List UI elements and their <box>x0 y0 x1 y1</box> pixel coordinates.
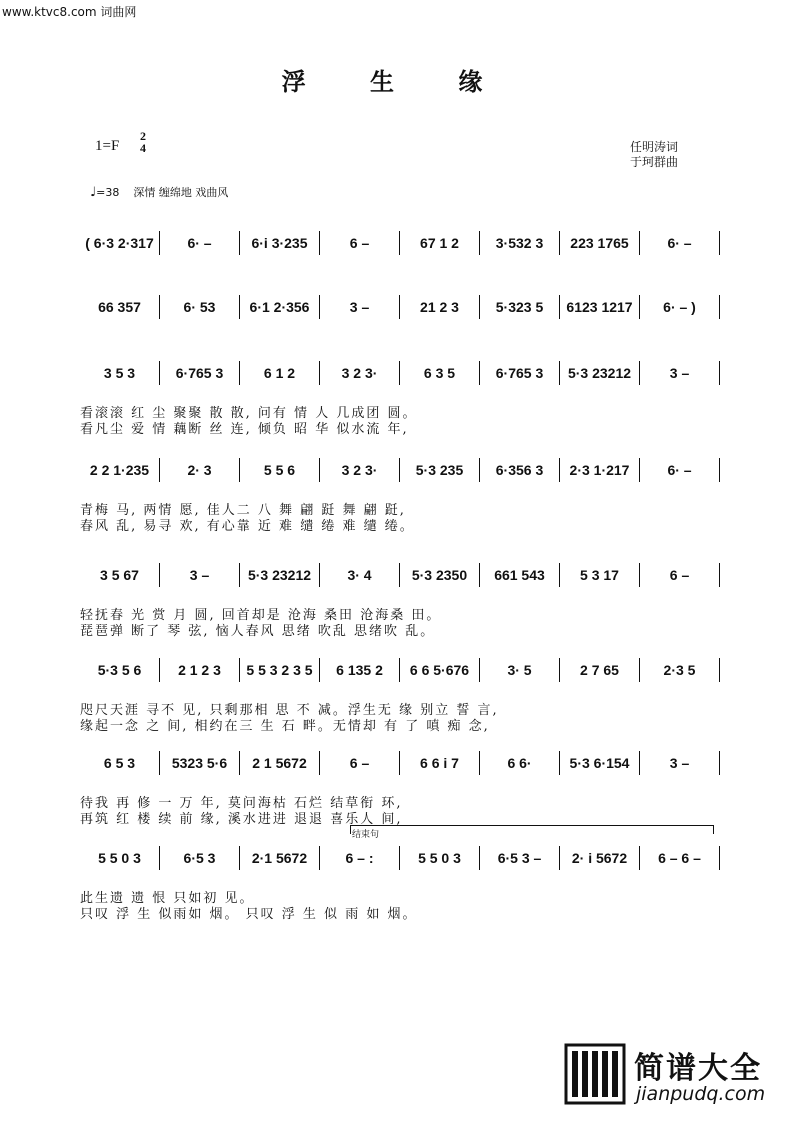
measure: 5·3 23212 <box>240 563 320 587</box>
measure: 6 1 2 <box>240 361 320 385</box>
lyric-line: 待我 再 修 一 万 年, 莫问海枯 石烂 结草衔 环, <box>80 796 403 811</box>
measure: 3 5 67 <box>80 563 160 587</box>
measure: ( 6·3 2·317 <box>80 231 160 255</box>
measure: 2· i 5672 <box>560 846 640 870</box>
measure: 2·3 1·217 <box>560 458 640 482</box>
measure: 2 1 2 3 <box>160 658 240 682</box>
measure: 6· – <box>640 231 720 255</box>
measure: 6· – ) <box>640 295 720 319</box>
notation-row <box>80 655 720 685</box>
measure: 6·5 3 <box>160 846 240 870</box>
notation-row <box>80 455 720 485</box>
lyric-line: 春风 乱, 易寻 欢, 有心靠 近 难 缱 绻 难 缱 绻。 <box>80 519 415 534</box>
measure: 6 6 i 7 <box>400 751 480 775</box>
measure: 5·3 2350 <box>400 563 480 587</box>
measure: 6·i 3·235 <box>240 231 320 255</box>
ending-bracket <box>350 825 714 834</box>
measure: 6 – <box>640 563 720 587</box>
measure: 5 5 0 3 <box>80 846 160 870</box>
site-watermark: www.ktvc8.com 词曲网 <box>2 5 137 19</box>
piano-icon <box>564 1043 626 1105</box>
measure: 6 6· <box>480 751 560 775</box>
measure: 2·3 5 <box>640 658 720 682</box>
notation-row <box>80 560 720 590</box>
measure: 2·1 5672 <box>240 846 320 870</box>
key-signature: 1=F <box>95 138 120 154</box>
measure: 66 357 <box>80 295 160 319</box>
notation-row <box>80 358 720 388</box>
measure: 5·3 6·154 <box>560 751 640 775</box>
time-sig-bottom: 4 <box>140 141 146 155</box>
measure: 6 3 5 <box>400 361 480 385</box>
lyric-line: 咫尺天涯 寻不 见, 只剩那相 思 不 减。浮生无 缘 别立 誓 言, <box>80 703 499 718</box>
measure: 5·3 5 6 <box>80 658 160 682</box>
lyric-line: 只叹 浮 生 似雨如 烟。 只叹 浮 生 似 雨 如 烟。 <box>80 907 418 922</box>
measure: 67 1 2 <box>400 231 480 255</box>
notation-row <box>80 748 720 778</box>
measure: 2 1 5672 <box>240 751 320 775</box>
song-title: 浮 生 缘 <box>281 67 511 96</box>
measure: 3·532 3 <box>480 231 560 255</box>
measure: 6 6 5·676 <box>400 658 480 682</box>
measure: 6 135 2 <box>320 658 400 682</box>
measure: 6 – <box>320 231 400 255</box>
measure: 6· – <box>160 231 240 255</box>
measure: 3 2 3· <box>320 361 400 385</box>
measure: 6·5 3 – <box>480 846 560 870</box>
measure: 2 2 1·235 <box>80 458 160 482</box>
tempo-expression: 深情 缠绵地 戏曲风 <box>133 186 229 199</box>
measure: 6·356 3 <box>480 458 560 482</box>
quarter-note-icon: ♩ <box>90 185 97 200</box>
measure: 6 – <box>320 751 400 775</box>
lyric-line: 青梅 马, 两情 愿, 佳人二 八 舞 翩 跹 舞 翩 跹, <box>80 503 406 518</box>
measure: 6· 53 <box>160 295 240 319</box>
lyric-line: 再筑 红 楼 续 前 缘, 溪水进进 退退 喜乐人 间, <box>80 812 403 827</box>
lyric-line: 此生遗 遗 恨 只如初 见。 <box>80 891 255 906</box>
measure: 6 5 3 <box>80 751 160 775</box>
measure: 5 5 6 <box>240 458 320 482</box>
measure: 5323 5·6 <box>160 751 240 775</box>
measure: 3· 4 <box>320 563 400 587</box>
notation-row <box>80 228 720 258</box>
measure: 223 1765 <box>560 231 640 255</box>
time-signature <box>140 130 146 154</box>
notation-row <box>80 843 720 873</box>
measure: 5·3 235 <box>400 458 480 482</box>
tempo-value: =38 <box>96 186 120 199</box>
logo-url: jianpudq.com <box>636 1083 766 1105</box>
measure: 3 – <box>320 295 400 319</box>
measure: 5 5 0 3 <box>400 846 480 870</box>
measure: 6· – <box>640 458 720 482</box>
measure: 6123 1217 <box>560 295 640 319</box>
measure: 3 2 3· <box>320 458 400 482</box>
measure: 5 5 3 2 3 5 <box>240 658 320 682</box>
measure: 3· 5 <box>480 658 560 682</box>
measure: 5·3 23212 <box>560 361 640 385</box>
logo-text: 简谱大全 <box>634 1051 762 1086</box>
measure: 6·765 3 <box>160 361 240 385</box>
lyric-line: 缘起一念 之 间, 相约在三 生 石 畔。无情却 有 了 嗔 痴 念, <box>80 719 490 734</box>
measure: 5·323 5 <box>480 295 560 319</box>
lyric-line: 看凡尘 爱 情 藕断 丝 连, 倾负 昭 华 似水流 年, <box>80 422 409 437</box>
measure: 6·1 2·356 <box>240 295 320 319</box>
lyric-line: 琵琶弹 断了 琴 弦, 恼人春风 思绪 吹乱 思绪吹 乱。 <box>80 624 436 639</box>
lyric-line: 看滚滚 红 尘 聚聚 散 散, 问有 情 人 几成团 圆。 <box>80 406 418 421</box>
measure: 2· 3 <box>160 458 240 482</box>
measure: 6 – : <box>320 846 400 870</box>
lyricist-credit: 任明涛词 <box>630 140 679 154</box>
measure: 3 – <box>640 361 720 385</box>
time-sig-top: 2 <box>140 129 146 143</box>
measure: 5 3 17 <box>560 563 640 587</box>
measure: 21 2 3 <box>400 295 480 319</box>
measure: 6 – 6 – <box>640 846 720 870</box>
measure: 661 543 <box>480 563 560 587</box>
tempo-marking <box>90 184 228 200</box>
composer-credit: 于珂群曲 <box>630 155 679 169</box>
measure: 6·765 3 <box>480 361 560 385</box>
measure: 3 – <box>160 563 240 587</box>
measure: 3 5 3 <box>80 361 160 385</box>
ending-label: 结束句 <box>352 830 380 840</box>
measure: 2 7 65 <box>560 658 640 682</box>
notation-row <box>80 292 720 322</box>
measure: 3 – <box>640 751 720 775</box>
lyric-line: 轻抚春 光 赏 月 圆, 回首却是 沧海 桑田 沧海桑 田。 <box>80 608 442 623</box>
site-logo <box>564 1039 784 1109</box>
